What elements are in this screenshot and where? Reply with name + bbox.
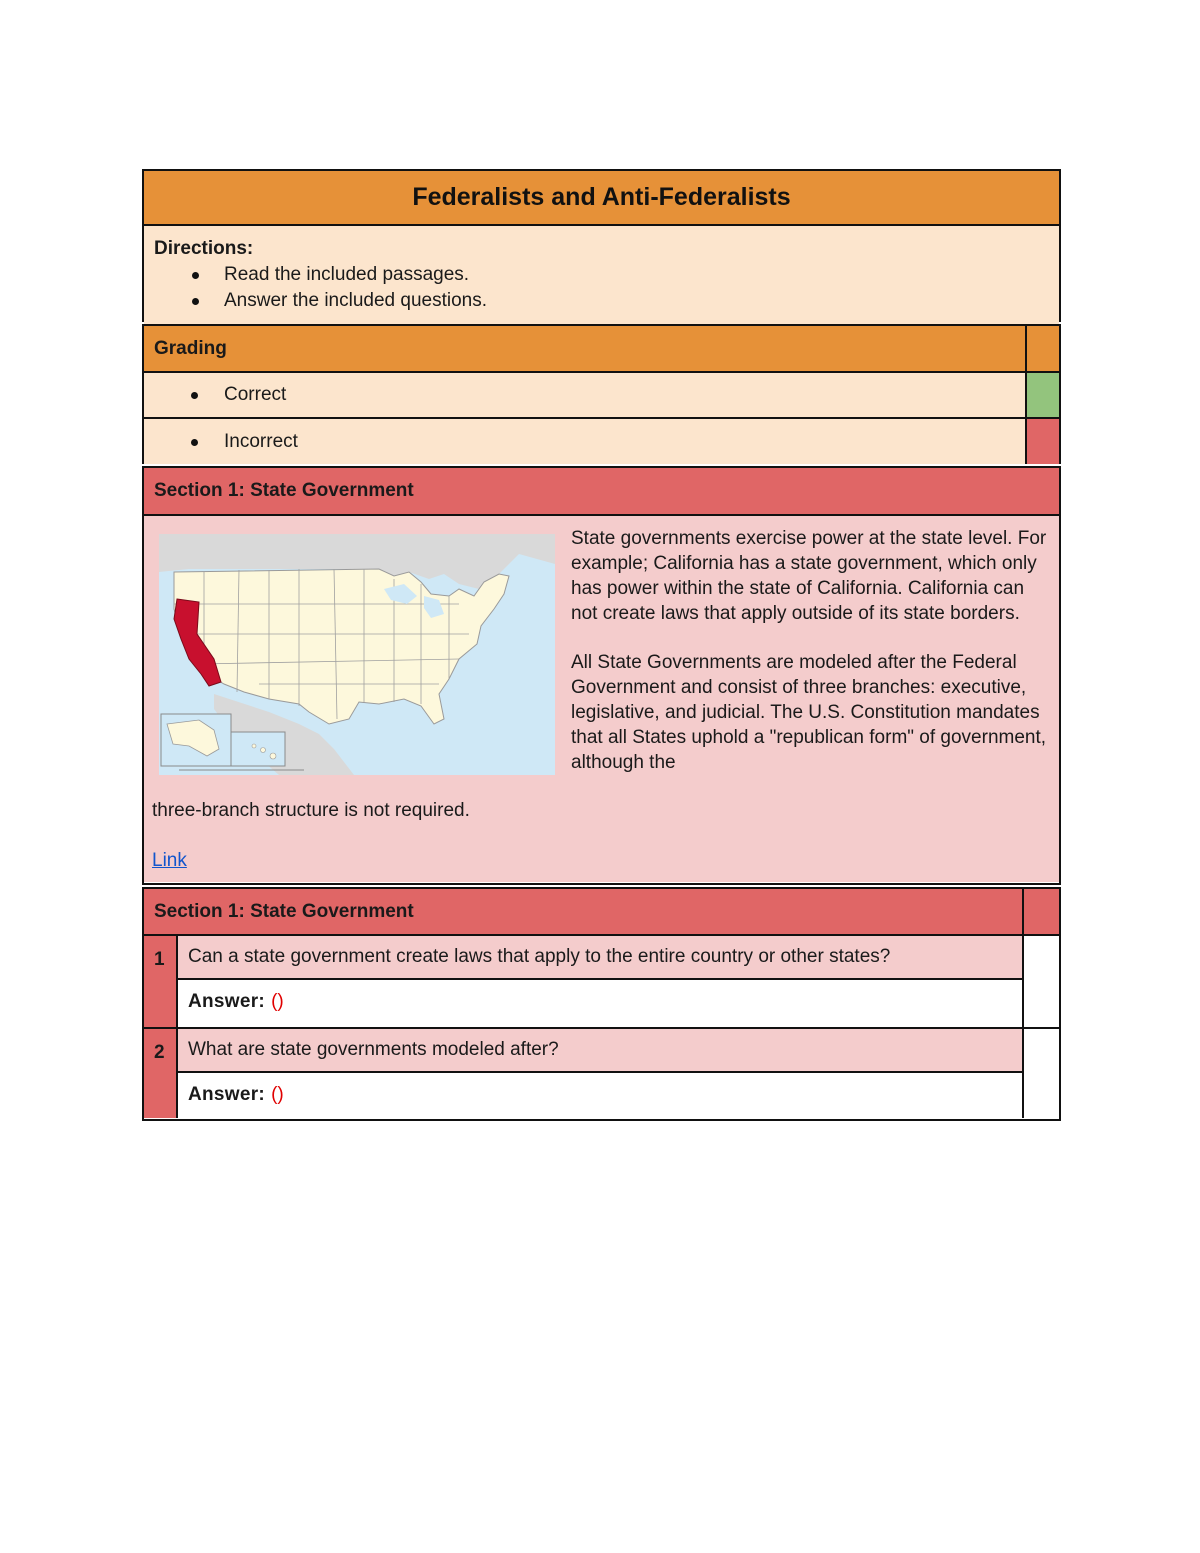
answer-value[interactable]: () [271, 991, 284, 1012]
question-text: What are state governments modeled after? [178, 1029, 1022, 1073]
grading-label-incorrect: Incorrect [144, 419, 1027, 464]
section-body [144, 516, 1059, 882]
directions-list [154, 262, 1049, 314]
answer-label: Answer: [188, 1084, 266, 1105]
incorrect-color-swatch [1027, 419, 1059, 464]
question-number: 2 [144, 1029, 178, 1118]
grading-table [142, 324, 1061, 464]
grading-row-incorrect [144, 419, 1059, 464]
question-content [178, 936, 1024, 1027]
question-block [144, 936, 1059, 1029]
section-table [142, 466, 1061, 885]
questions-table [142, 887, 1061, 1121]
directions-item: Answer the included questions. [224, 288, 1049, 314]
question-number: 1 [144, 936, 178, 1027]
passage-paragraph-1: State governments exercise power at the state level. For example; California has a state government, which only has power within the state of California. California can not create laws that apply outside of its state borders. [571, 528, 1047, 624]
answer-value[interactable]: () [271, 1084, 284, 1105]
passage-paragraph-2: All State Governments are modeled after the Federal Government and consist of three branches: executive, legislative, and judicial. The U.S. Constitution mandates that all States uphold a "republican form" of government, although the [571, 652, 1047, 773]
title-header [144, 171, 1059, 226]
question-content [178, 1029, 1024, 1118]
directions-label: Directions: [154, 238, 254, 259]
title-table [142, 169, 1061, 322]
source-link[interactable]: Link [152, 850, 187, 871]
section-header: Section 1: State Government [144, 468, 1059, 516]
answer-field[interactable] [178, 1073, 1022, 1117]
grade-cell [1024, 1029, 1059, 1118]
grading-header-row [144, 326, 1059, 373]
us-map-image [159, 534, 555, 775]
questions-header: Section 1: State Government [144, 889, 1024, 934]
question-block [144, 1029, 1059, 1118]
page-title: Federalists and Anti-Federalists [412, 183, 791, 211]
grading-header-swatch [1027, 326, 1059, 371]
correct-color-swatch [1027, 373, 1059, 417]
grading-label-correct: Correct [144, 373, 1027, 417]
directions-item: Read the included passages. [224, 262, 1049, 288]
grading-row-correct [144, 373, 1059, 419]
questions-header-swatch [1024, 889, 1059, 934]
question-text: Can a state government create laws that apply to the entire country or other states? [178, 936, 1022, 980]
grading-header: Grading [144, 326, 1027, 371]
section-passage [571, 526, 1051, 799]
answer-field[interactable] [178, 980, 1022, 1024]
questions-header-row [144, 889, 1059, 936]
answer-label: Answer: [188, 991, 266, 1012]
grade-cell [1024, 936, 1059, 1027]
passage-paragraph-2-tail: three-branch structure is not required. [152, 800, 470, 821]
directions-box [144, 226, 1059, 332]
